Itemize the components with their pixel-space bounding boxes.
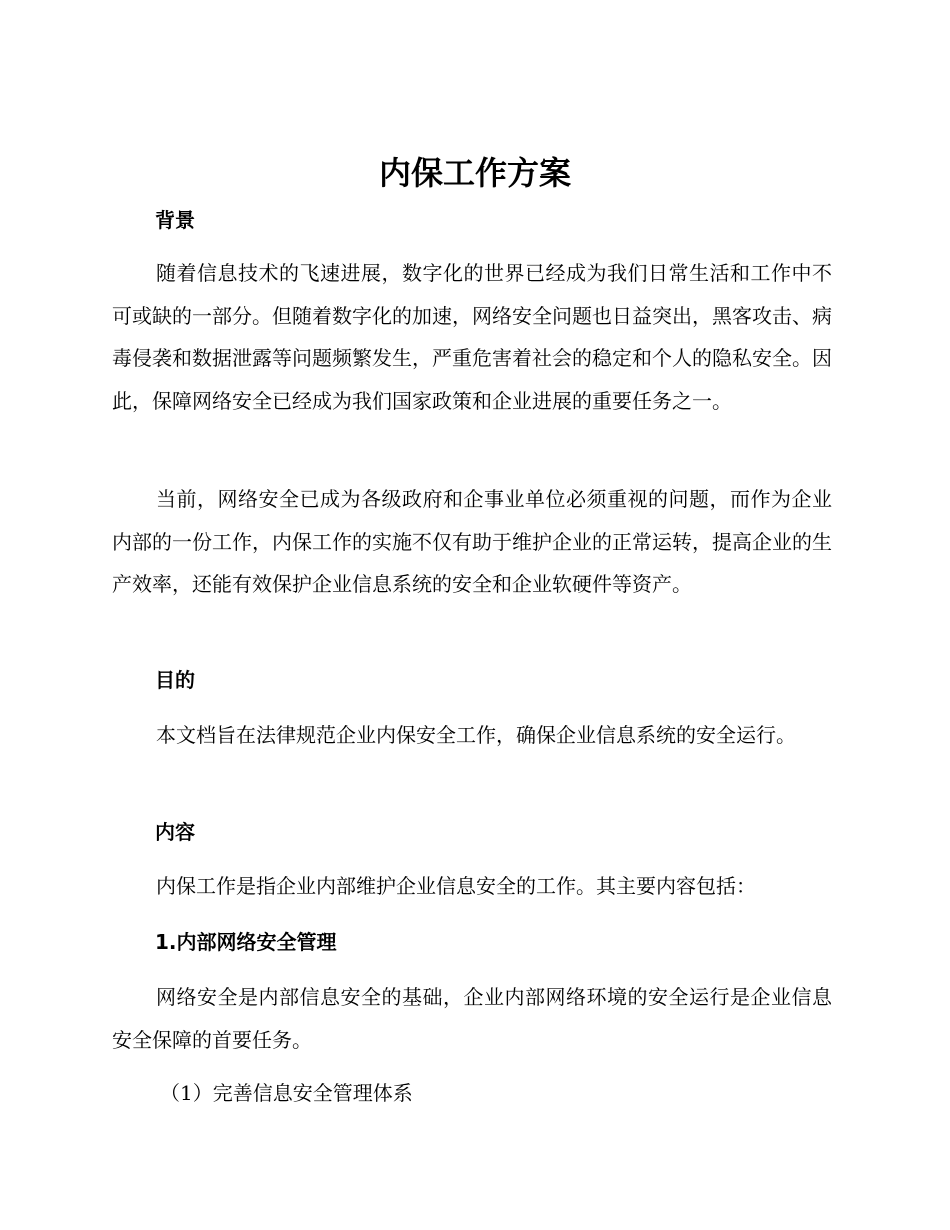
background-paragraph-1: 随着信息技术的飞速进展，数字化的世界已经成为我们日常生活和工作中不可或缺的一部分。但随着数字化的加速，网络安全问题也日益突出，黑客攻击、病毒侵袭和数据泄露等问题频繁发生，严重危害着社会的稳定和个人的隐私安全。因此，保障网络安全已经成为我们国家政策和企业进展的重要任务之一。	[112, 261, 832, 413]
background-paragraph-2: 当前，网络安全已成为各级政府和企事业单位必须重视的问题，而作为企业内部的一份工作，内保工作的实施不仅有助于维护企业的正常运转，提高企业的生产效率，还能有效保护企业信息系统的安全和企业软硬件等资产。	[112, 487, 832, 596]
subsection-heading-network-security: 1.内部网络安全管理	[155, 930, 337, 954]
network-security-paragraph: 网络安全是内部信息安全的基础，企业内部网络环境的安全运行是企业信息安全保障的首要任务。	[112, 985, 832, 1052]
purpose-paragraph: 本文档旨在法律规范企业内保安全工作，确保企业信息系统的安全运行。	[156, 723, 796, 747]
section-heading-purpose: 目的	[155, 668, 195, 692]
section-heading-content: 内容	[155, 820, 195, 844]
list-item-1: （1）完善信息安全管理体系	[160, 1081, 413, 1105]
content-paragraph: 内保工作是指企业内部维护企业信息安全的工作。其主要内容包括：	[156, 874, 756, 898]
section-heading-background: 背景	[155, 208, 195, 232]
document-title: 内保工作方案	[378, 154, 571, 192]
